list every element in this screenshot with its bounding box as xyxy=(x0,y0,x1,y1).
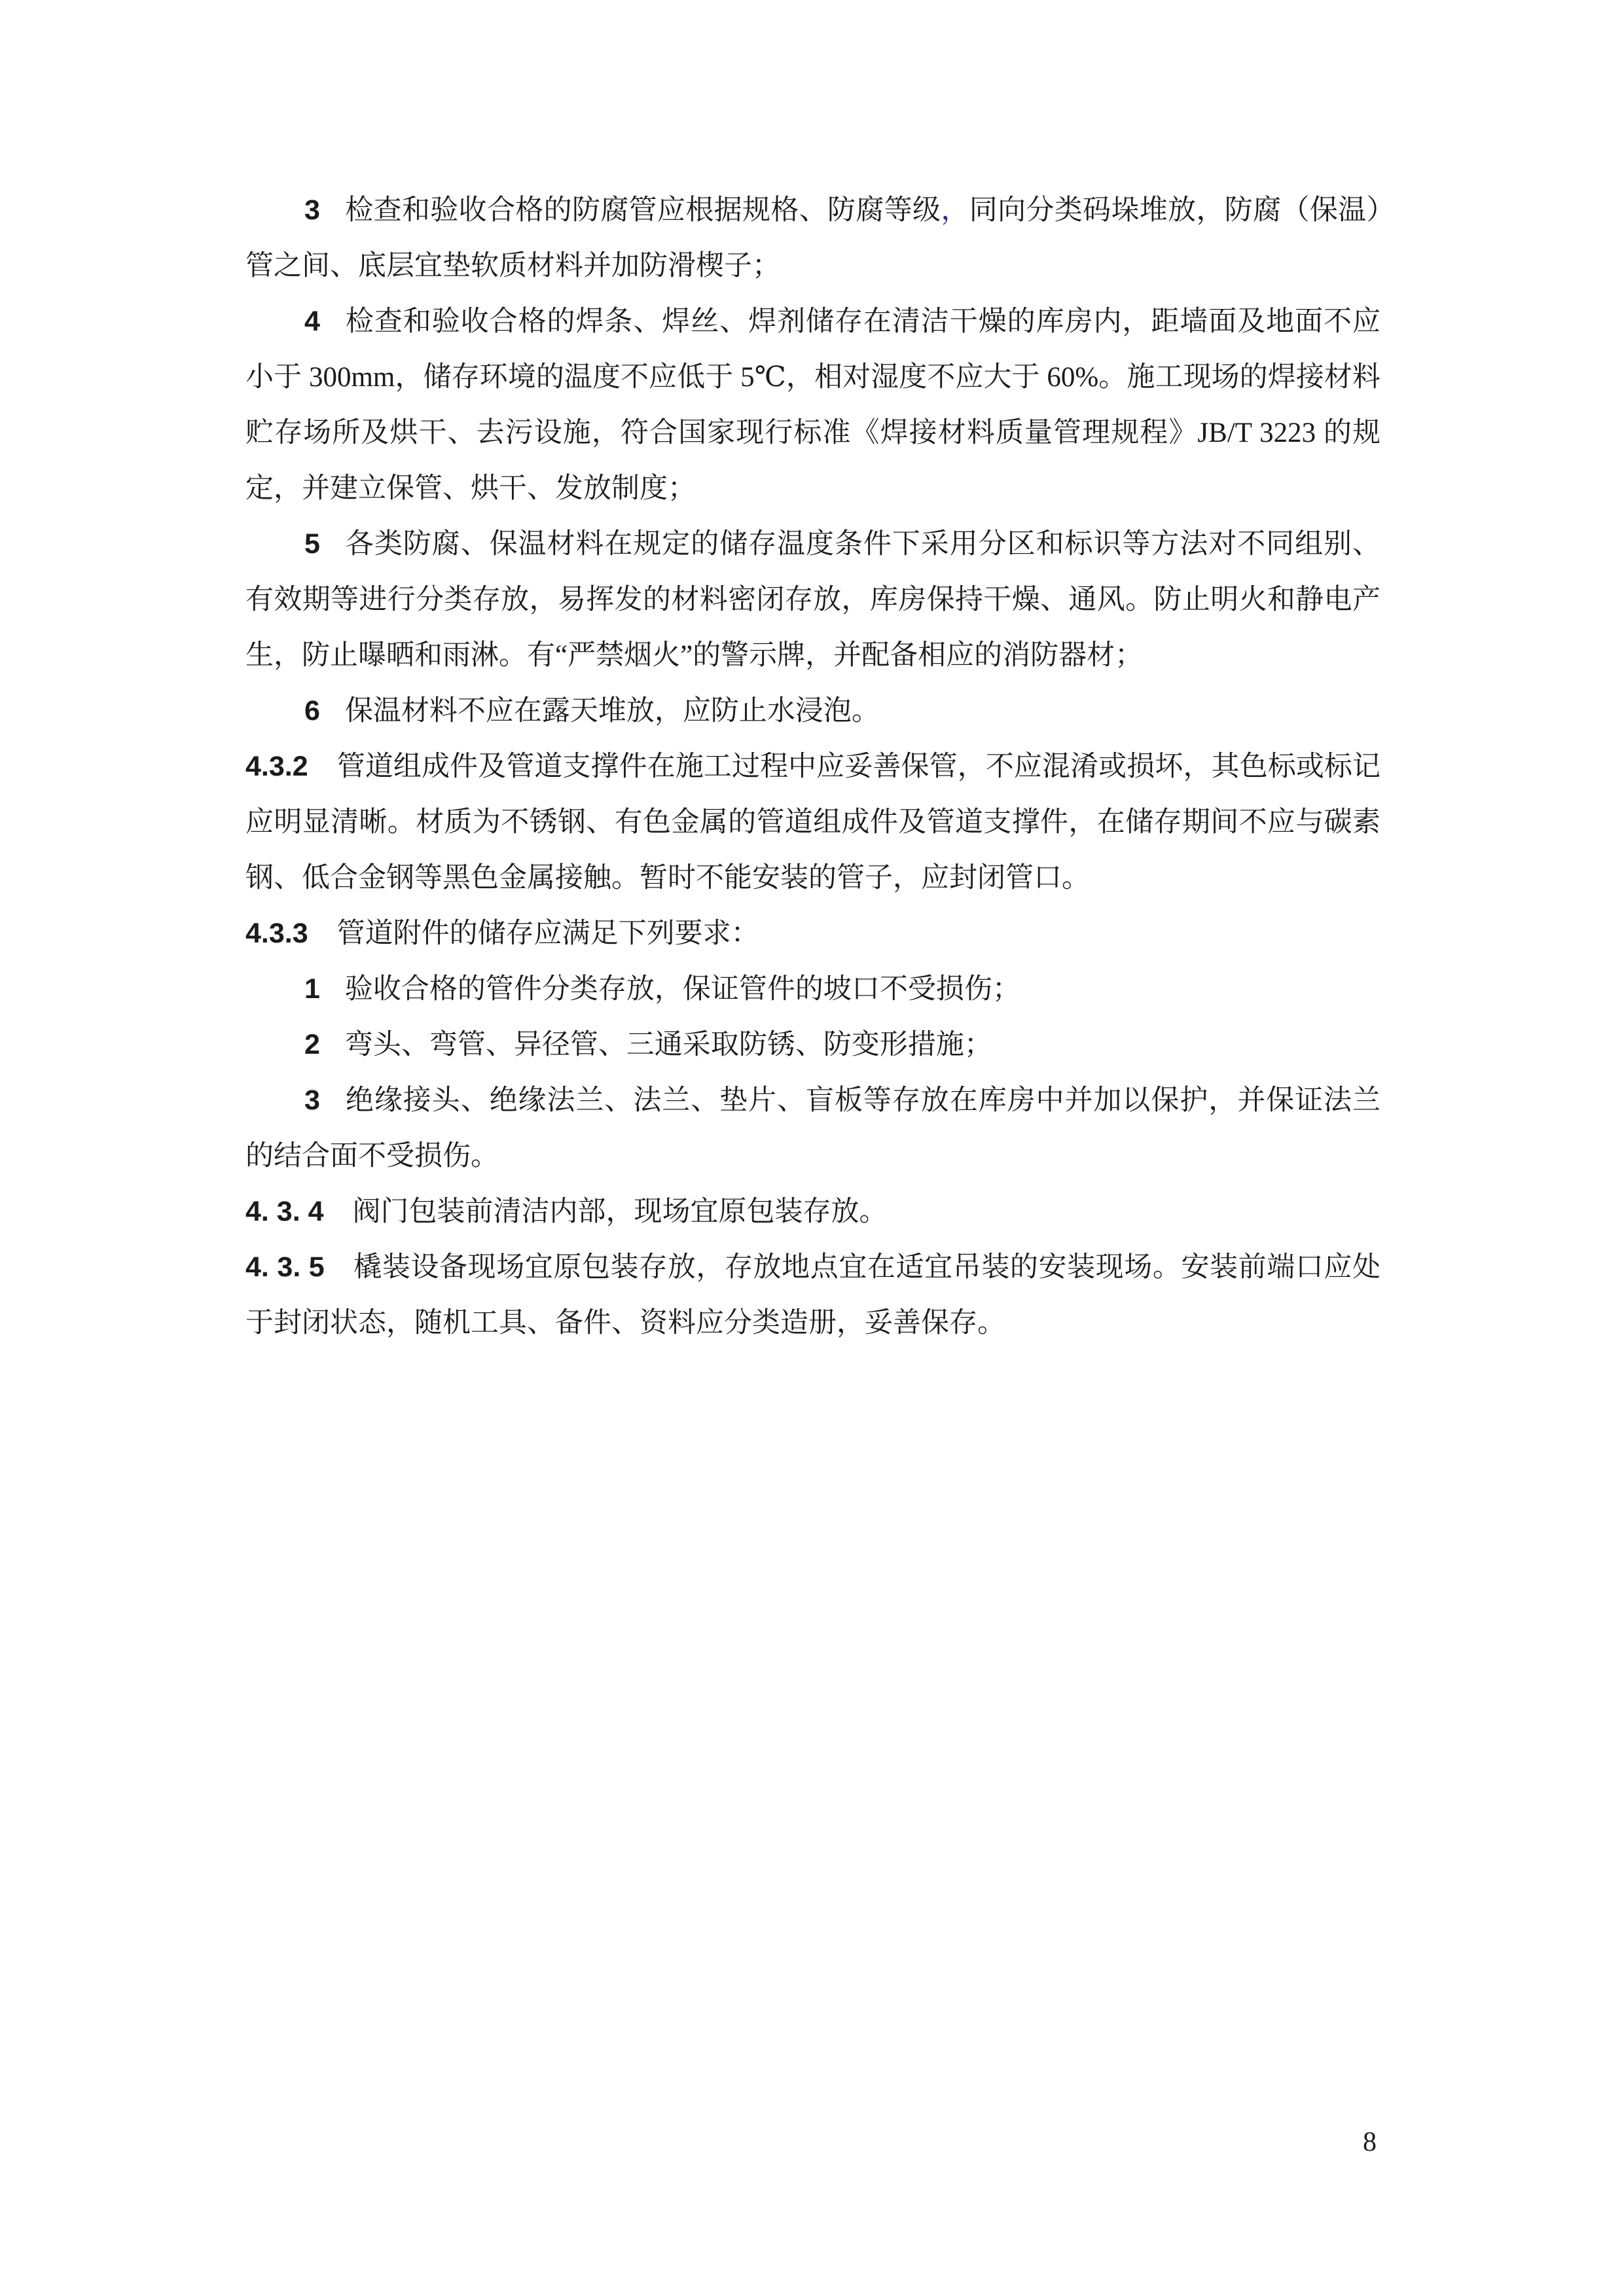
paragraph-text: 管道组成件及管道支撑件在施工过程中应妥善保管，不应混淆或损坏，其色标或标记应明显清晰。材质为不锈钢、有色金属的管道组成件及管道支撑件，在储存期间不应与碳素钢、低合金钢等黑色金属接触。暂时不能安装的管子，应封闭管口。 xyxy=(245,751,1380,893)
list-item-paragraph xyxy=(245,961,1380,1017)
clause-number: 4. 3. 5 xyxy=(245,1251,325,1283)
document-body xyxy=(245,183,1380,1351)
clause-number: 6 xyxy=(304,695,320,726)
paragraph-text: 验收合格的管件分类存放，保证管件的坡口不受损伤； xyxy=(344,974,1020,1005)
paragraph-text: 阀门包装前清洁内部，现场宜原包装存放。 xyxy=(352,1196,888,1227)
list-item-paragraph xyxy=(245,516,1380,683)
paragraph-text: 管道附件的储存应满足下列要求： xyxy=(336,918,759,949)
clause-paragraph xyxy=(245,1240,1380,1351)
list-item-paragraph xyxy=(245,183,1380,294)
clause-number: 2 xyxy=(304,1029,320,1060)
list-item-paragraph xyxy=(245,683,1380,739)
paragraph-text: 同向分类码垛堆放，防腐（保温）管之间、底层宜垫软质材料并加防滑楔子； xyxy=(245,195,1381,281)
clause-number: 3 xyxy=(304,194,320,226)
clause-paragraph xyxy=(245,906,1380,961)
clause-number: 5 xyxy=(304,528,320,560)
clause-number: 1 xyxy=(304,973,320,1005)
paragraph-text: 检查和验收合格的防腐管应根据规格、防腐等级 xyxy=(344,195,941,226)
clause-paragraph xyxy=(245,739,1380,906)
clause-number: 4.3.2 xyxy=(245,751,308,782)
clause-paragraph xyxy=(245,1184,1380,1240)
clause-number: 4 xyxy=(304,306,320,337)
paragraph-text: 橇装设备现场宜原包装存放，存放地点宜在适宜吊装的安装现场。安装前端口应处于封闭状态，随机工具、备件、资料应分类造册，妥善保存。 xyxy=(245,1252,1381,1338)
paragraph-text: ， xyxy=(941,195,969,226)
paragraph-text: 弯头、弯管、异径管、三通采取防锈、防变形措施； xyxy=(344,1030,992,1060)
list-item-paragraph xyxy=(245,1073,1380,1184)
paragraph-text: 保温材料不应在露天堆放，应防止水浸泡。 xyxy=(344,696,880,726)
list-item-paragraph xyxy=(245,1017,1380,1073)
paragraph-text: 绝缘接头、绝缘法兰、法兰、垫片、盲板等存放在库房中并加以保护，并保证法兰的结合面不受损伤。 xyxy=(245,1085,1380,1172)
paragraph-text: 检查和验收合格的焊条、焊丝、焊剂储存在清洁干燥的库房内，距墙面及地面不应小于 300mm，储存环境的温度不应低于 5℃，相对湿度不应大于 60%。施工现场的焊接材料贮存场所及烘干、去污设施，符合国家现行标准《焊接材料质量管理规程》JB/T 3223 的规定，并建立保管、烘干、发放制度； xyxy=(245,306,1380,504)
clause-number: 4. 3. 4 xyxy=(245,1196,324,1227)
list-item-paragraph xyxy=(245,294,1380,516)
clause-number: 4.3.3 xyxy=(245,918,308,949)
clause-number: 3 xyxy=(304,1085,320,1116)
page-number: 8 xyxy=(1363,2127,1377,2157)
paragraph-text: 各类防腐、保温材料在规定的储存温度条件下采用分区和标识等方法对不同组别、有效期等进行分类存放，易挥发的材料密闭存放，库房保持干燥、通风。防止明火和静电产生，防止曝晒和雨淋。有“严禁烟火”的警示牌，并配备相应的消防器材； xyxy=(245,529,1380,671)
